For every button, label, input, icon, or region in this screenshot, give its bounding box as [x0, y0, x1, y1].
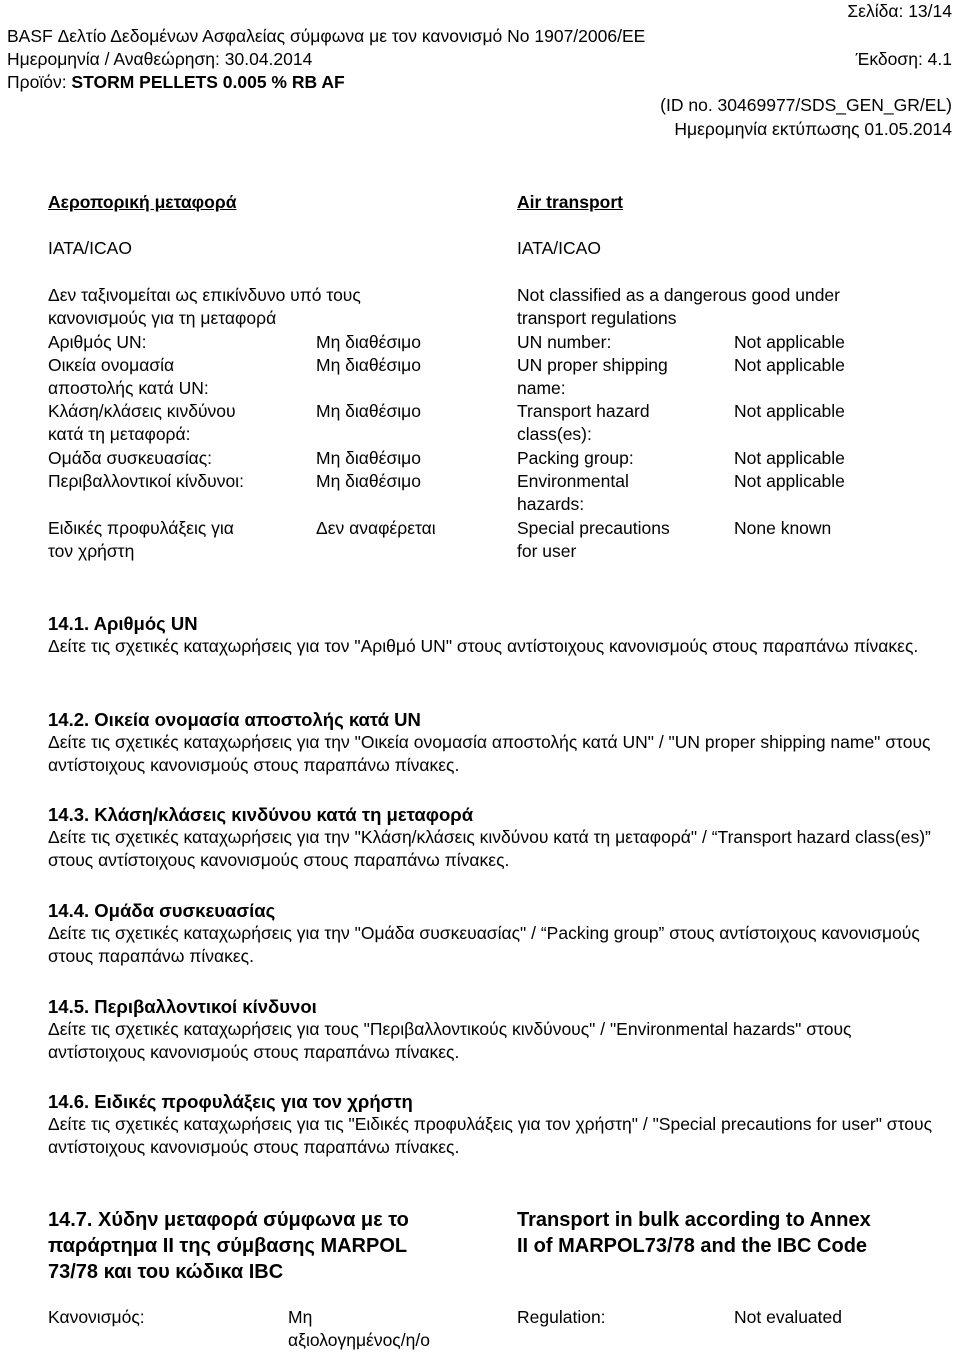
gr-value-env-hazards: Μη διαθέσιμο [316, 471, 421, 491]
air-transport-heading-english: Air transport [517, 192, 623, 212]
regime-greek: IATA/ICAO [48, 238, 132, 258]
gr-label-hazard-class-l2: κατά τη μεταφορά: [48, 424, 191, 444]
bulk-label-english: Regulation: [517, 1307, 606, 1327]
en-label-hazard-class: Transport hazard [517, 401, 650, 421]
gr-label-special-precautions-l2: τον χρήστη [48, 541, 135, 561]
section-title: 14.2. Οικεία ονομασία αποστολής κατά UN [48, 709, 421, 730]
id-number: (ID no. 30469977/SDS_GEN_GR/EL) [660, 95, 952, 115]
en-value-un-number: Not applicable [734, 332, 845, 352]
bulk-heading-english-l1: Transport in bulk according to Annex [517, 1209, 871, 1231]
en-value-shipping-name: Not applicable [734, 355, 845, 375]
en-label-env-hazards-l2: hazards: [517, 494, 585, 514]
en-value-special-precautions: None known [734, 518, 832, 538]
bulk-heading-greek-l2: παράρτημα II της σύμβασης MARPOL [48, 1235, 408, 1257]
section-title: 14.5. Περιβαλλοντικοί κίνδυνοι [48, 996, 317, 1017]
section-text: Δείτε τις σχετικές καταχωρήσεις για τις "Ειδικές προφυλάξεις για τον χρήστη" / "Special precautions for user" στους αντίστοιχους κανονισμούς στους παραπάνω πίνακες. [48, 1114, 932, 1157]
gr-value-special-precautions: Δεν αναφέρεται [316, 518, 436, 538]
section-14-2 [48, 708, 948, 777]
en-label-packing-group: Packing group: [517, 448, 634, 468]
section-title: 14.4. Ομάδα συσκευασίας [48, 900, 276, 921]
gr-label-special-precautions: Ειδικές προφυλάξεις για [48, 518, 234, 538]
section-14-5 [48, 995, 948, 1064]
gr-label-packing-group: Ομάδα συσκευασίας: [48, 448, 213, 468]
gr-label-un-number: Αριθμός UN: [48, 332, 147, 352]
section-title: 14.1. Αριθμός UN [48, 613, 198, 634]
bulk-value-english: Not evaluated [734, 1307, 842, 1327]
section-text: Δείτε τις σχετικές καταχωρήσεις για την "Κλάση/κλάσεις κινδύνου κατά τη μεταφορά" / “Transport hazard class(es)” στους αντίστοιχους κανονισμούς στους παραπάνω πίνακες. [48, 827, 931, 870]
classification-english-l2: transport regulations [517, 308, 677, 328]
bulk-value-greek-l2: αξιολογημένος/η/ο [288, 1330, 430, 1350]
en-label-shipping-name-l2: name: [517, 378, 566, 398]
bulk-value-greek-l1: Μη [288, 1307, 313, 1327]
section-title: 14.6. Ειδικές προφυλάξεις για τον χρήστη [48, 1091, 413, 1112]
version: Έκδοση: 4.1 [855, 49, 952, 69]
section-title: 14.3. Κλάση/κλάσεις κινδύνου κατά τη μεταφορά [48, 804, 474, 825]
product-label: Προϊόν: [7, 72, 72, 92]
en-label-un-number: UN number: [517, 332, 612, 352]
air-transport-heading-greek: Αεροπορική μεταφορά [48, 192, 237, 212]
print-date: Ημερομηνία εκτύπωσης 01.05.2014 [674, 119, 952, 139]
bulk-label-greek: Κανονισμός: [48, 1307, 145, 1327]
section-14-3 [48, 803, 948, 872]
document-title: BASF Δελτίο Δεδομένων Ασφαλείας σύμφωνα με τον κανονισμό Νο 1907/2006/ΕΕ [7, 26, 646, 46]
page-number: Σελίδα: 13/14 [847, 1, 952, 21]
en-label-env-hazards: Environmental [517, 471, 629, 491]
en-value-hazard-class: Not applicable [734, 401, 845, 421]
en-label-special-precautions-l2: for user [517, 541, 577, 561]
gr-label-shipping-name-l2: αποστολής κατά UN: [48, 378, 209, 398]
revision-date: Ημερομηνία / Αναθεώρηση: 30.04.2014 [7, 49, 313, 69]
gr-value-hazard-class: Μη διαθέσιμο [316, 401, 421, 421]
classification-greek-l1: Δεν ταξινομείται ως επικίνδυνο υπό τους [48, 285, 361, 305]
en-label-hazard-class-l2: class(es): [517, 424, 592, 444]
regime-english: IATA/ICAO [517, 238, 601, 258]
gr-label-shipping-name: Οικεία ονομασία [48, 355, 175, 375]
bulk-heading-english-l2: II of MARPOL73/78 and the IBC Code [517, 1235, 868, 1257]
section-text: Δείτε τις σχετικές καταχωρήσεις για τους "Περιβαλλοντικούς κινδύνους" / "Environmental hazards" στους αντίστοιχους κανονισμούς στους παραπάνω πίνακες. [48, 1019, 852, 1062]
gr-label-env-hazards: Περιβαλλοντικοί κίνδυνοι: [48, 471, 244, 491]
classification-english-l1: Not classified as a dangerous good under [517, 285, 840, 305]
classification-greek-l2: κανονισμούς για τη μεταφορά [48, 308, 277, 328]
product-line [7, 71, 345, 94]
section-text: Δείτε τις σχετικές καταχωρήσεις για την "Οικεία ονομασία αποστολής κατά UN" / "UN proper shipping name" στους αντίστοιχους κανονισμούς στους παραπάνω πίνακες. [48, 732, 931, 775]
section-14-6 [48, 1090, 948, 1159]
en-label-shipping-name: UN proper shipping [517, 355, 668, 375]
section-14-4 [48, 899, 948, 968]
en-label-special-precautions: Special precautions [517, 518, 670, 538]
section-text: Δείτε τις σχετικές καταχωρήσεις για τον "Αριθμό UN" στους αντίστοιχους κανονισμούς στους παραπάνω πίνακες. [48, 636, 919, 656]
gr-value-shipping-name: Μη διαθέσιμο [316, 355, 421, 375]
bulk-heading-greek-l3: 73/78 και του κώδικα IBC [48, 1261, 284, 1283]
en-value-packing-group: Not applicable [734, 448, 845, 468]
gr-value-un-number: Μη διαθέσιμο [316, 332, 421, 352]
section-14-1 [48, 612, 948, 658]
en-value-env-hazards: Not applicable [734, 471, 845, 491]
bulk-heading-greek-l1: 14.7. Χύδην μεταφορά σύμφωνα με το [48, 1209, 409, 1231]
product-name: STORM PELLETS 0.005 % RB AF [71, 72, 345, 92]
gr-label-hazard-class: Κλάση/κλάσεις κινδύνου [48, 401, 236, 421]
gr-value-packing-group: Μη διαθέσιμο [316, 448, 421, 468]
section-text: Δείτε τις σχετικές καταχωρήσεις για την "Ομάδα συσκευασίας" / “Packing group” στους αντίστοιχους κανονισμούς στους παραπάνω πίνακες. [48, 923, 920, 966]
